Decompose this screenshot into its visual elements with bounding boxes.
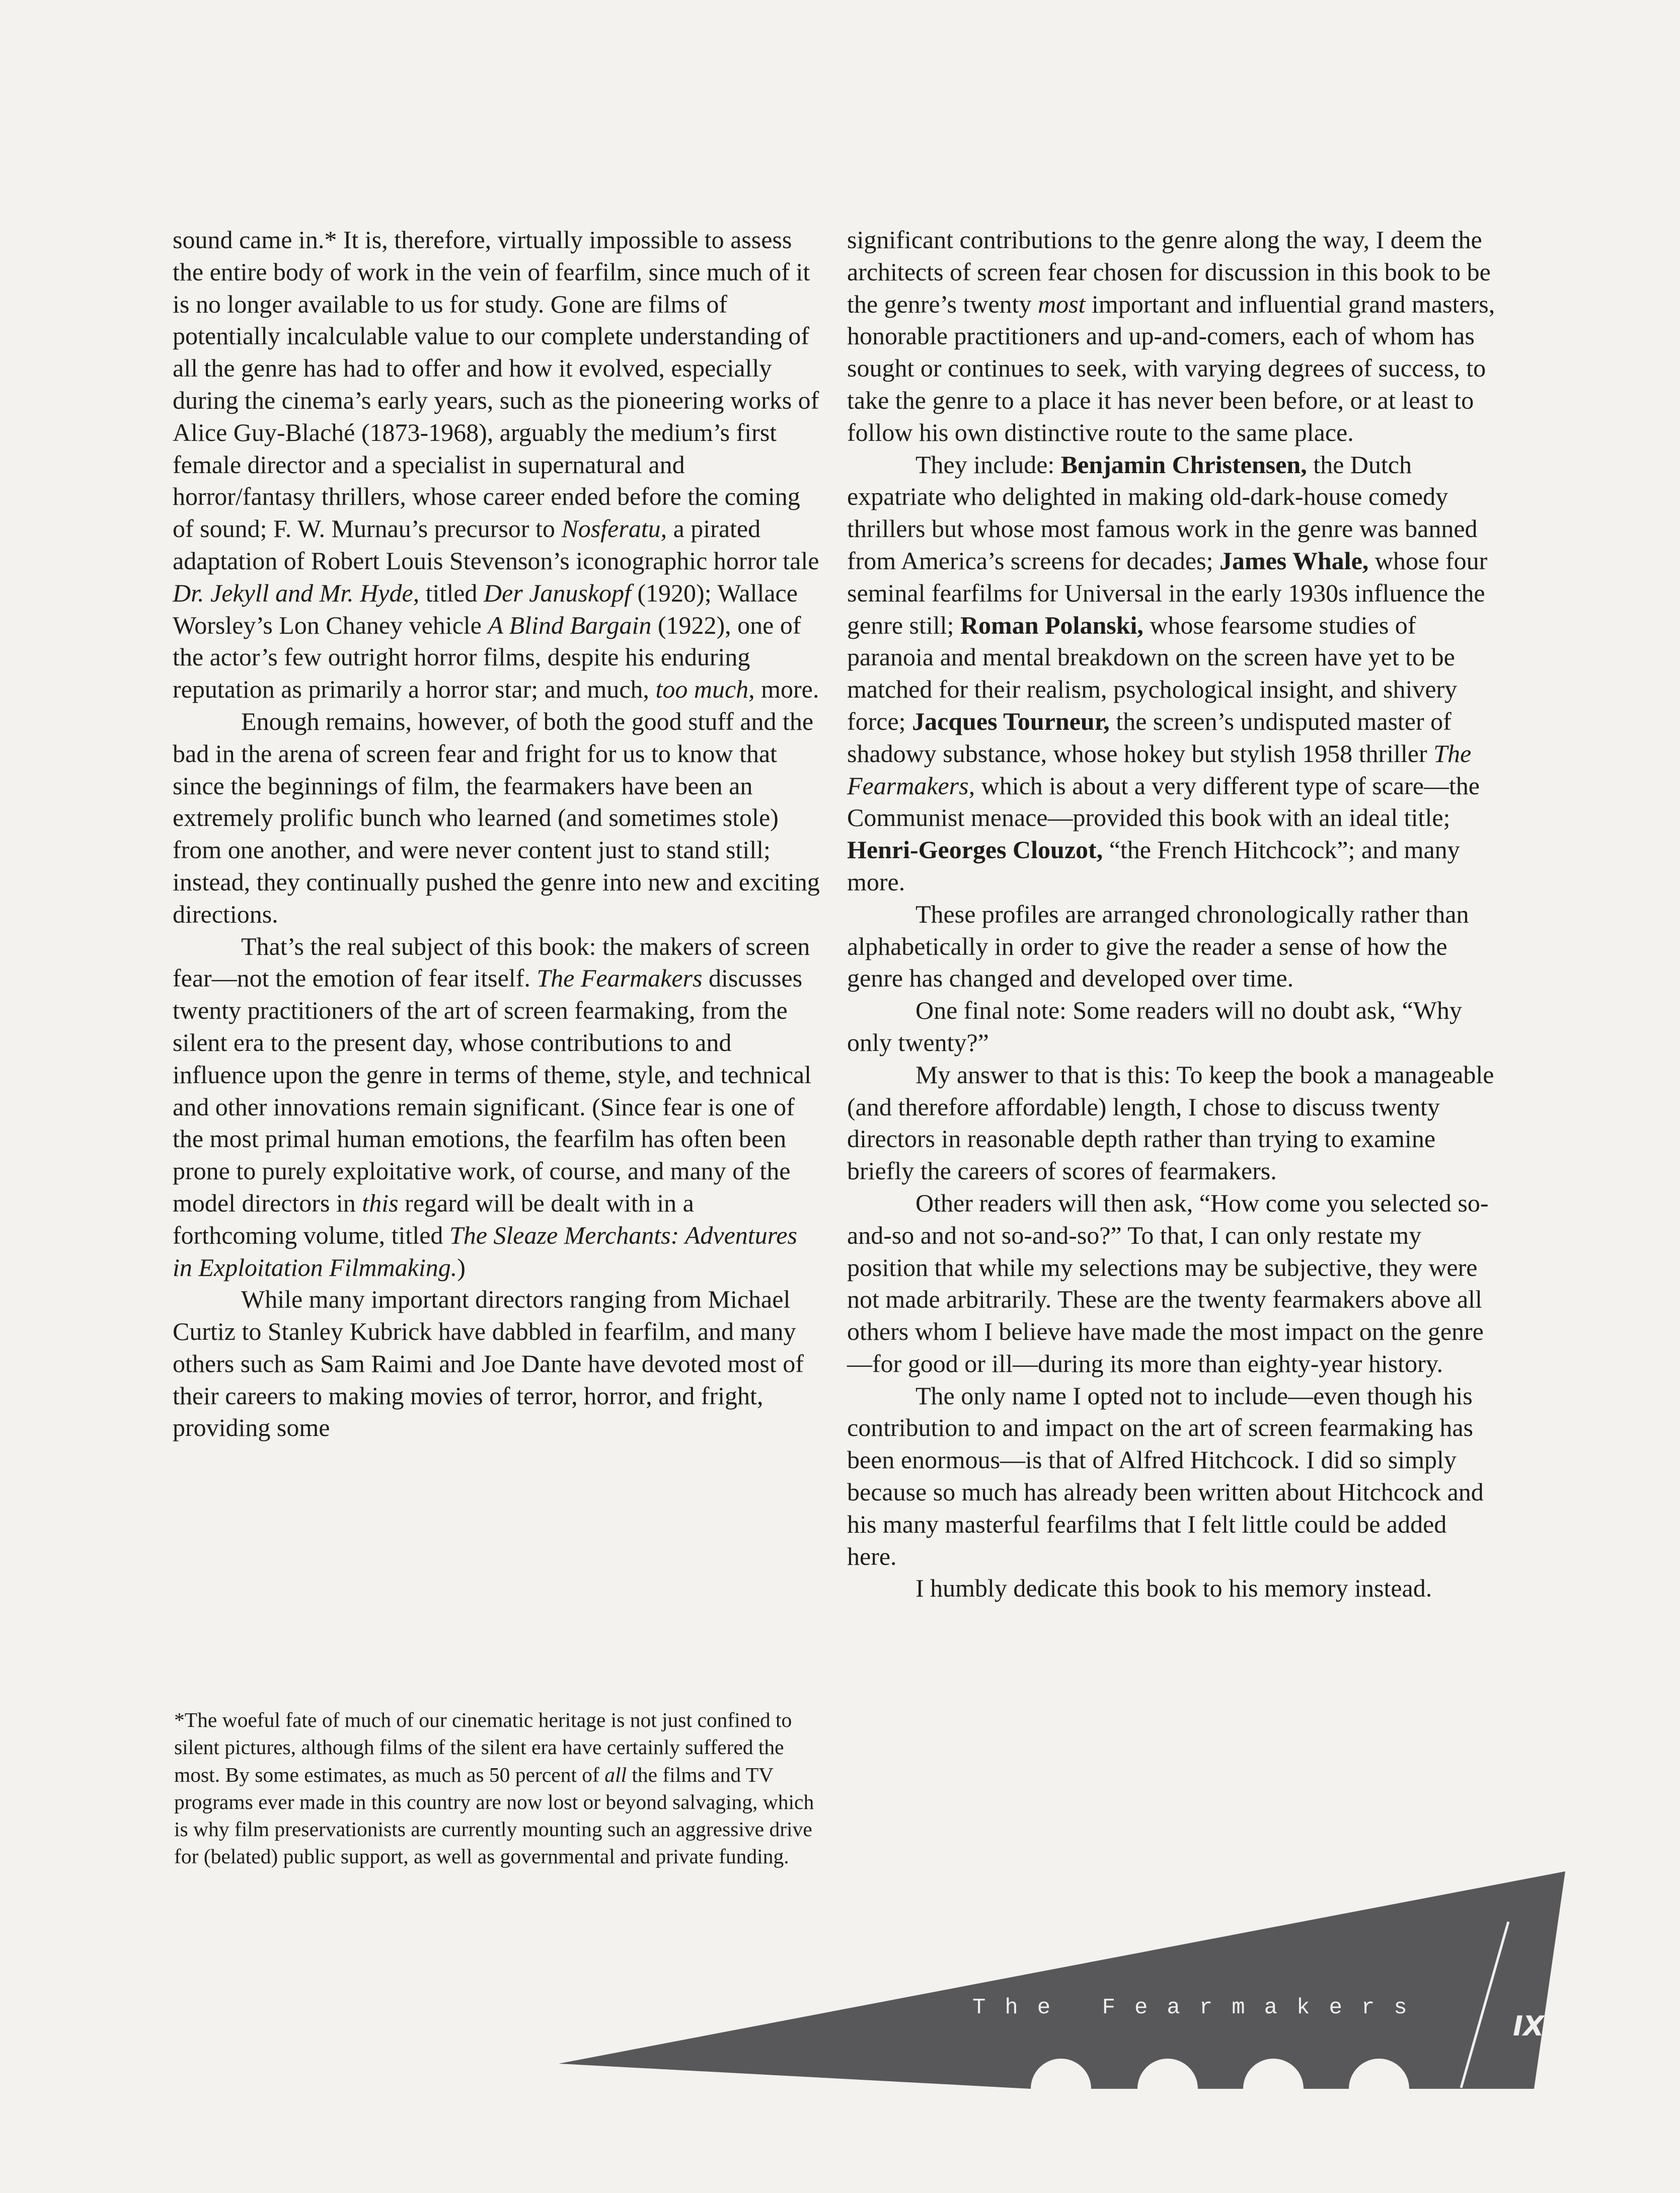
text-run: My answer to that is this: To keep the book a manageable (and therefore affordable) length, I chose to discuss twenty directors in reasonable depth rather than trying to examine briefly the careers of scores of fearmakers. [847,1060,1494,1185]
text-run: important and influential grand masters, honorable practitioners and up-and-comers, each of whom has sought or continues to seek, with varying degrees of success, to take the genre to a place it has never been before, or at least to follow his own distinctive route to the same place. [847,289,1495,446]
bold-text: Jacques Tourneur, [912,707,1110,735]
text-run: These profiles are arranged chronologically rather than alphabetically in order to give the reader a sense of how the genre has changed and developed over time. [847,899,1469,993]
text-run: (1922), one of the actor’s few outright horror films, despite his enduring reputation as primarily a horror star; and much, [173,611,801,704]
text-run: discusses twenty practitioners of the art of screen fearmaking, from the silent era to the present day, whose contributions to and influence upon the genre in terms of theme, style, and technical and other innovations remain significant. (Since fear is one of the most primal human emotions, the fearfilm has often been prone to purely exploitative work, of course, and many of the model directors in [173,964,811,1217]
text-run: significant contributions to the genre along the way, I deem the architects of screen fear chosen for discussion in this book to be the genre’s twenty [847,225,1491,318]
text-run: They include: [915,450,1061,479]
text-run: The only name I opted not to include—even though his contribution to and impact on the art of screen fearmaking has been enormous—is that of Alfred Hitchcock. I did so simply because so much has already been written about Hitchcock and his many masterful fearfilms that I felt little could be added here. [847,1381,1484,1570]
italic-text: too much, [655,675,755,704]
text-run: titled [419,578,484,607]
text-run: (1920); Wallace Worsley’s Lon Chaney vehicle [173,578,798,639]
text-run: the screen’s undisputed master of shadowy substance, whose hokey but stylish 1958 thriller [847,707,1452,768]
text-run: whose fearsome studies of paranoia and mental breakdown on the screen have yet to be matched for their realism, psychological insight, and shivery force; [847,611,1458,735]
italic-text: A Blind Bargain [488,611,652,639]
italic-text: this [362,1188,399,1217]
italic-text: The Fearmakers, [847,739,1472,800]
text-run: whose four seminal fearfilms for Universal in the early 1930s influence the genre still; [847,546,1488,639]
text-run: One final note: Some readers will no doubt ask, “Why only twenty?” [847,996,1462,1056]
text-run: the films and TV programs ever made in this country are now lost or beyond salvaging, which is why film preservationists are currently mounting such an aggressive drive for (belated) public support, as well as governmental and private funding. [174,1763,814,1868]
text-run: a pirated adaptation of Robert Louis Stevenson’s iconographic horror tale [173,514,819,575]
bold-text: Henri-Georges Clouzot, [847,836,1103,864]
text-run: That’s the real subject of this book: the makers of screen fear—not the emotion of fear itself. [173,932,810,993]
italic-text: The Fearmakers [537,964,703,993]
text-run: sound came in.* It is, therefore, virtually impossible to assess the entire body of work in the vein of fearfilm, since much of it is no longer available to us for study. Gone are films of potentially incalculable value to our complete understanding of all the genre has had to offer and how it evolved, especially during the cinema’s early years, such as the pioneering works of Alice Guy-Blaché (1873-1968), arguably the medium’s first female director and a specialist in supernatural and horror/fantasy thrillers, whose career ended before the coming of sound; F. W. Murnau’s precursor to [173,225,819,543]
italic-text: Dr. Jekyll and Mr. Hyde, [173,578,420,607]
text-run: “the French Hitchcock”; and many more. [847,836,1460,896]
bold-text: Benjamin Christensen, [1060,450,1307,479]
text-run: Enough remains, however, of both the good stuff and the bad in the arena of screen fear and fright for us to know that since the beginnings of film, the fearmakers have been an extremely prolific bunch who learned (and sometimes stole) from one another, and were never content just to stand still; instead, they continually pushed the genre into new and exciting directions. [173,707,820,928]
text-run: which is about a very different type of scare—the Communist menace—provided this book with an ideal title; [847,771,1480,832]
italic-text: The Sleaze Merchants: Adventures in Exploitation Filmmaking. [173,1221,797,1281]
italic-text: most [1038,289,1086,318]
text-run: ) [457,1253,466,1281]
text-run: I humbly dedicate this book to his memory instead. [915,1574,1432,1603]
bold-text: James Whale, [1219,546,1369,575]
text-run: regard will be dealt with in a forthcoming volume, titled [173,1188,694,1249]
text-run: Other readers will then ask, “How come you selected so-and-so and not so-and-so?” To that, I can only restate my position that while my selections may be subjective, they were not made arbitrarily. These are the twenty fearmakers above all others whom I believe have made the most impact on the genre—for good or ill—during its more than eighty-year history. [847,1188,1489,1378]
text-run: While many important directors ranging from Michael Curtiz to Stanley Kubrick have dabbled in fearfilm, and many others such as Sam Raimi and Joe Dante have devoted most of their careers to making movies of terror, horror, and fright, providing some [173,1285,804,1442]
running-head: The Fearmakers [972,1995,1426,2020]
text-run: more. [754,675,819,704]
bold-text: Roman Polanski, [960,611,1143,639]
page-number: IX [1513,2010,1544,2042]
italic-text: Der Januskopf [483,578,631,607]
italic-text: all [604,1763,627,1786]
text-run: the Dutch expatriate who delighted in making old-dark-house comedy thrillers but whose most famous work in the genre was banned from America’s screens for decades; [847,450,1478,575]
italic-text: Nosferatu, [561,514,667,543]
banner-shape [559,1871,1565,2089]
text-run: *The woeful fate of much of our cinematic heritage is not just confined to silent pictures, although films of the silent era have certainly suffered the most. By some estimates, as much as 50 percent of [174,1708,792,1786]
